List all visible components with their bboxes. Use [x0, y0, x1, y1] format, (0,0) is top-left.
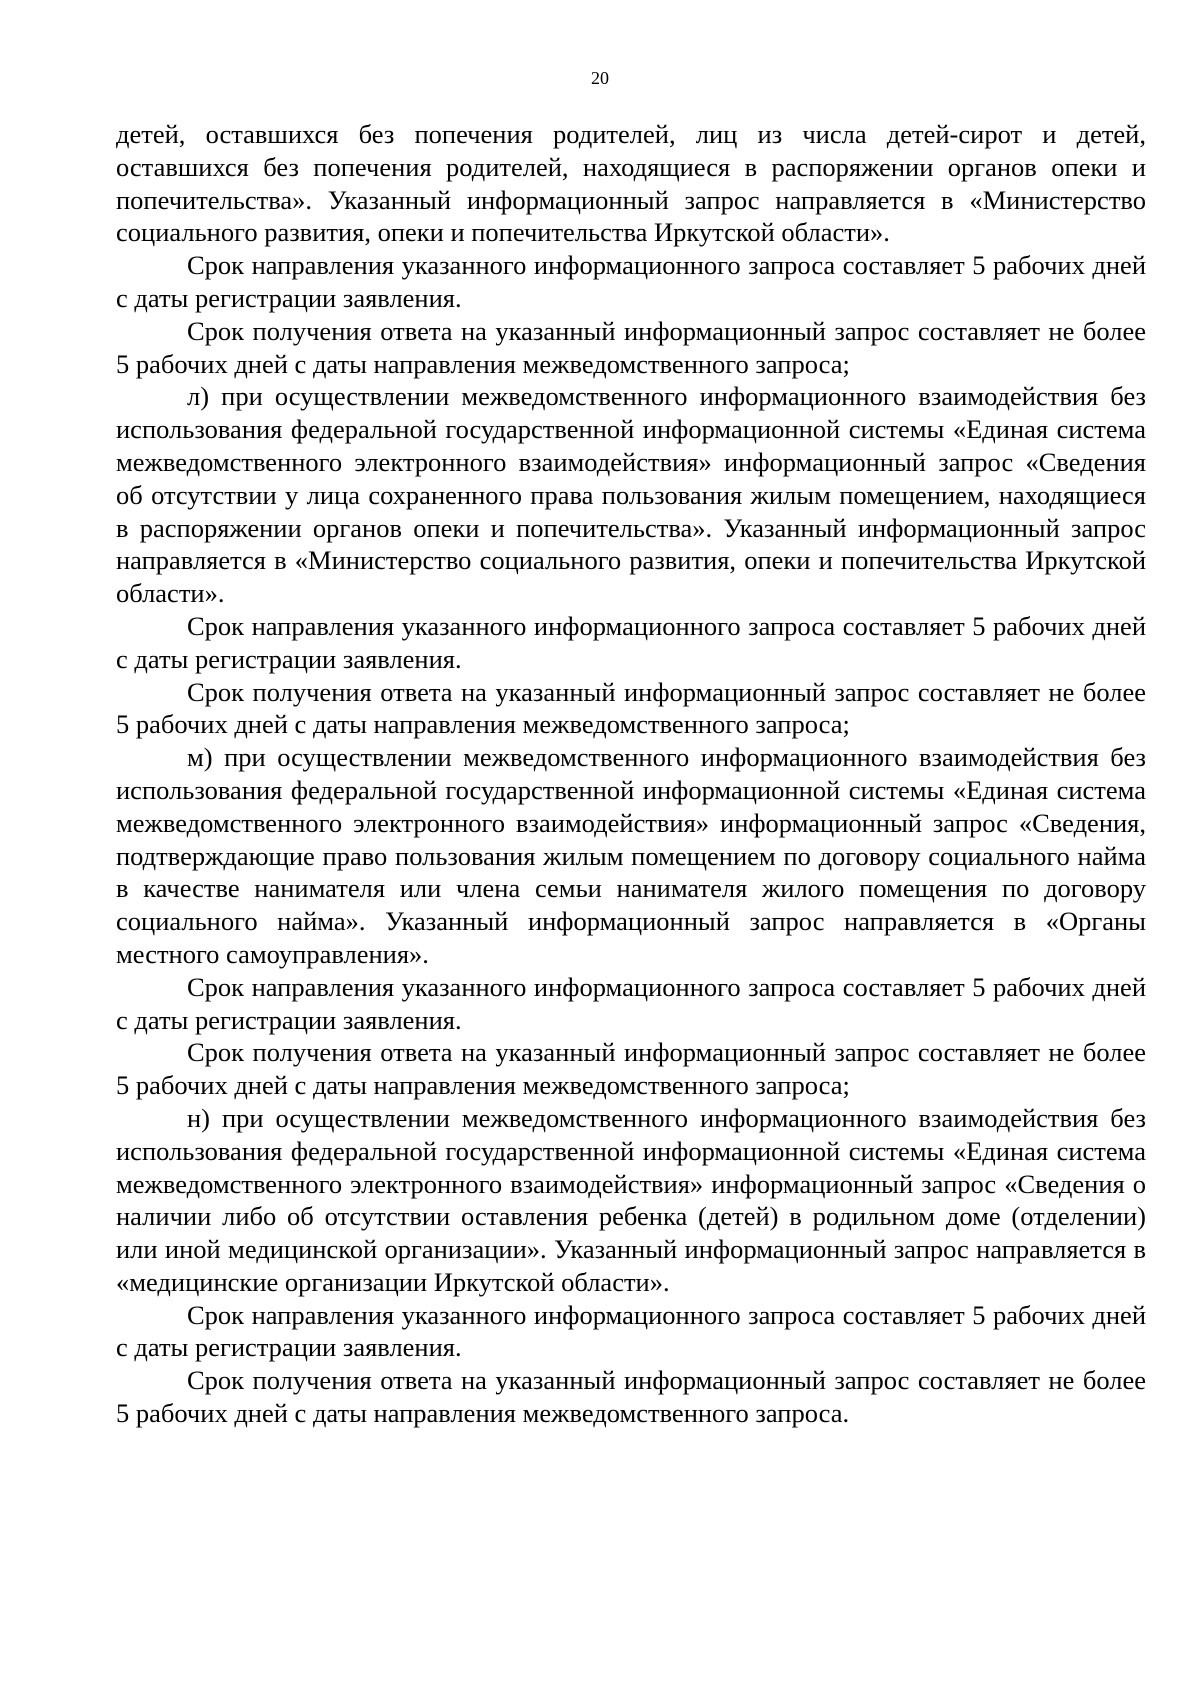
- paragraph-send-deadline: Срок направления указанного информационного запроса составляет 5 рабочих дней с даты регистрации заявления.: [116, 1299, 1146, 1363]
- paragraph-send-deadline: Срок направления указанного информационного запроса составляет 5 рабочих дней с даты регистрации заявления.: [116, 610, 1146, 674]
- paragraph-item-l: л) при осуществлении межведомственного информационного взаимодействия без использования федеральной государственной информационной системы «Единая система межведомственного электронного взаимодействия» информационный запрос «Сведения об отсутствии у лица сохраненного права пользования жилым помещением, находящиеся в распоряжении органов опеки и попечительства». Указанный информационный запрос направляется в «Министерство социального развития, опеки и попечительства Иркутской области».: [116, 381, 1146, 609]
- paragraph-item-m: м) при осуществлении межведомственного информационного взаимодействия без использования федеральной государственной информационной системы «Единая система межведомственного электронного взаимодействия» информационный запрос «Сведения, подтверждающие право пользования жилым помещением по договору социального найма в качестве нанимателя или члена семьи нанимателя жилого помещения по договору социального найма». Указанный информационный запрос направляется в «Органы местного самоуправления».: [116, 742, 1146, 969]
- paragraph-response-deadline: Срок получения ответа на указанный информационный запрос составляет не более 5 рабочих дней с даты направления межведомственного запроса;: [116, 676, 1146, 740]
- document-body: [116, 118, 1146, 1430]
- paragraph-response-deadline: Срок получения ответа на указанный информационный запрос составляет не более 5 рабочих дней с даты направления межведомственного запроса;: [116, 1037, 1146, 1101]
- paragraph-response-deadline: Срок получения ответа на указанный информационный запрос составляет не более 5 рабочих дней с даты направления межведомственного запроса;: [116, 315, 1146, 379]
- paragraph-send-deadline: Срок направления указанного информационного запроса составляет 5 рабочих дней с даты регистрации заявления.: [116, 250, 1146, 313]
- paragraph-continuation: детей, оставшихся без попечения родителей, лиц из числа детей-сирот и детей, оставшихся без попечения родителей, находящиеся в распоряжении органов опеки и попечительства». Указанный информационный запрос направляется в «Министерство социального развития, опеки и попечительства Иркутской области».: [116, 119, 1146, 248]
- paragraph-send-deadline: Срок направления указанного информационного запроса составляет 5 рабочих дней с даты регистрации заявления.: [116, 971, 1146, 1035]
- page-number: 20: [591, 68, 609, 88]
- paragraph-item-n: н) при осуществлении межведомственного информационного взаимодействия без использования федеральной государственной информационной системы «Единая система межведомственного электронного взаимодействия» информационный запрос «Сведения о наличии либо об отсутствии оставления ребенка (детей) в родильном доме (отделении) или иной медицинской организации». Указанный информационный запрос направляется в «медицинские организации Иркутской области».: [116, 1102, 1146, 1297]
- paragraph-response-deadline: Срок получения ответа на указанный информационный запрос составляет не более 5 рабочих дней с даты направления межведомственного запроса.: [116, 1365, 1146, 1429]
